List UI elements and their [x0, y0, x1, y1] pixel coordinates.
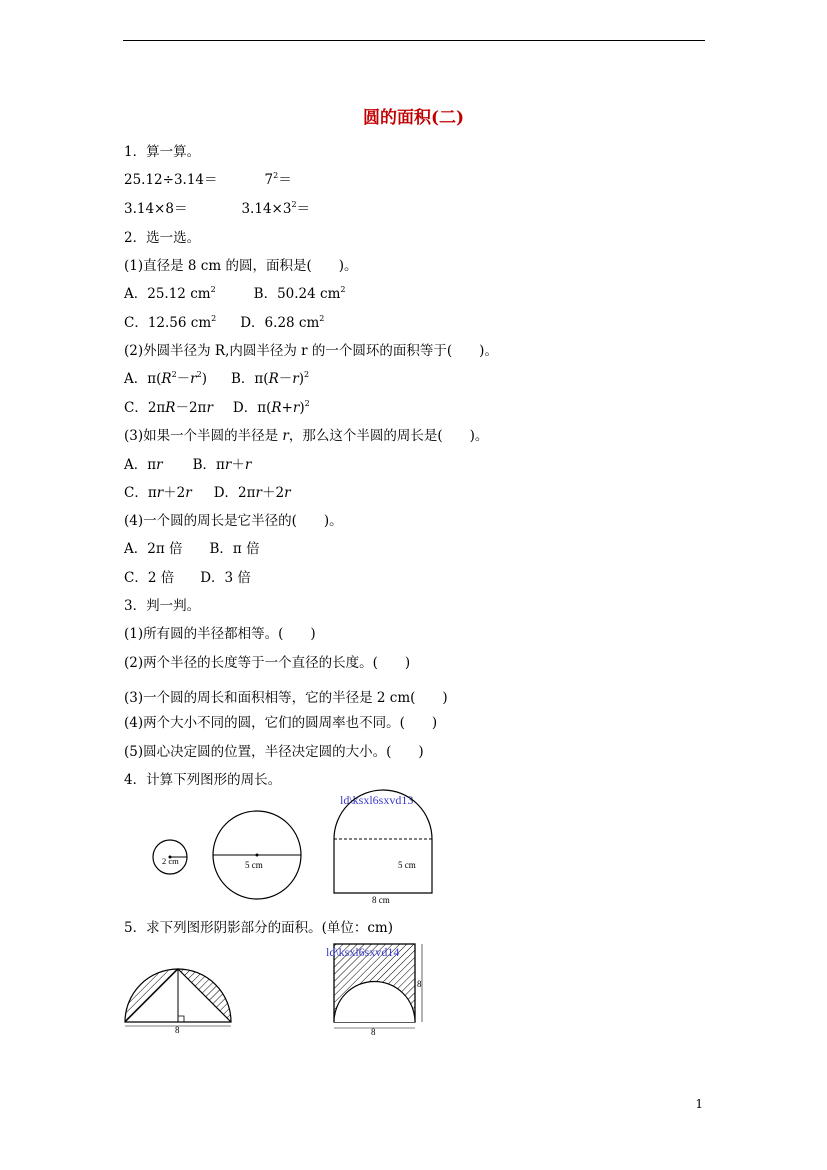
- q2-s3-stem: (3)如果一个半圆的半径是 r，那么这个半圆的周长是( )。: [124, 428, 489, 444]
- q3-item-5: (5)圆心决定圆的位置，半径决定圆的大小。( ): [124, 744, 424, 760]
- option-d: D．2πr＋2r: [213, 485, 291, 501]
- q1-item-d: $3.14\times 3^2=$: [241, 200, 311, 217]
- option-b: B．$\pi(R-r)^2$: [231, 370, 310, 387]
- q5-semicircle-figure: [100, 930, 260, 1035]
- q2-s2-stem: (2)外圆半径为 R,内圆半径为 r 的一个圆环的面积等于( )。: [124, 343, 498, 359]
- option-a: A．$\pi(R^2-r^2)$: [124, 370, 207, 387]
- q4-fig1-label: 2 cm: [162, 856, 179, 866]
- option-c: C．2 倍: [124, 570, 175, 586]
- q3-item-3: (3)一个圆的周长和面积相等，它的半径是 2 cm( ): [124, 690, 448, 706]
- q5-square-figure: [326, 944, 422, 1037]
- q5-fig2-bottom-label: 8: [371, 1027, 376, 1037]
- page-number: 1: [695, 1097, 703, 1111]
- option-b: B．πr＋r: [192, 457, 252, 473]
- q3-item-2: (2)两个半径的长度等于一个直径的长度。( ): [124, 655, 411, 671]
- option-b: B．50.24 $cm^2$: [253, 285, 346, 302]
- q2-heading: 2．选一选。: [124, 230, 201, 246]
- page-title: 圆的面积(二): [362, 108, 465, 128]
- option-a: A．25.12 $cm^2$: [124, 285, 216, 302]
- q2-s1-stem: (1)直径是 8 cm 的圆，面积是( )。: [124, 258, 358, 274]
- option-c: C．12.56 $cm^2$: [124, 314, 217, 331]
- option-d: D．6.28 $cm^2$: [240, 314, 325, 331]
- option-d: D．$\pi(R+r)^2$: [232, 399, 310, 416]
- q3-heading: 3．判一判。: [124, 598, 201, 614]
- q4-fig3-bottom-label: 8 cm: [372, 895, 390, 905]
- q5-fig2-side-label: 8: [417, 979, 422, 989]
- q5-fig1-bottom-label: 8: [175, 1025, 180, 1035]
- option-c: C．2πR－2πr: [124, 400, 213, 416]
- option-a: A．2π 倍: [124, 541, 183, 557]
- option-d: D．3 倍: [200, 570, 251, 586]
- q4-fig3-watermark: ld\ksxl6sxvd13: [340, 793, 414, 807]
- option-a: A．πr: [124, 457, 163, 473]
- q1-item-b: $7^2=$: [264, 171, 292, 188]
- option-c: C．πr＋2r: [124, 485, 192, 501]
- q3-item-4: (4)两个大小不同的圆，它们的圆周率也不同。( ): [124, 715, 438, 731]
- q4-fig2-label: 5 cm: [245, 860, 263, 870]
- option-b: B．π 倍: [209, 541, 260, 557]
- q4-fig3-side-label: 5 cm: [398, 860, 416, 870]
- q1-heading: 1．算一算。: [124, 144, 201, 160]
- q3-item-1: (1)所有圆的半径都相等。( ): [124, 626, 316, 642]
- q1-item-a: 25.12÷3.14＝: [124, 172, 218, 188]
- q5-heading: 5．求下列图形阴影部分的面积。(单位：cm): [124, 920, 393, 936]
- q2-s4-stem: (4)一个圆的周长是它半径的( )。: [124, 513, 343, 529]
- q4-heading: 4．计算下列图形的周长。: [124, 772, 282, 788]
- q1-item-c: 3.14×8＝: [124, 201, 188, 217]
- q5-fig2-watermark: ld\ksxl6sxvd14: [326, 945, 400, 959]
